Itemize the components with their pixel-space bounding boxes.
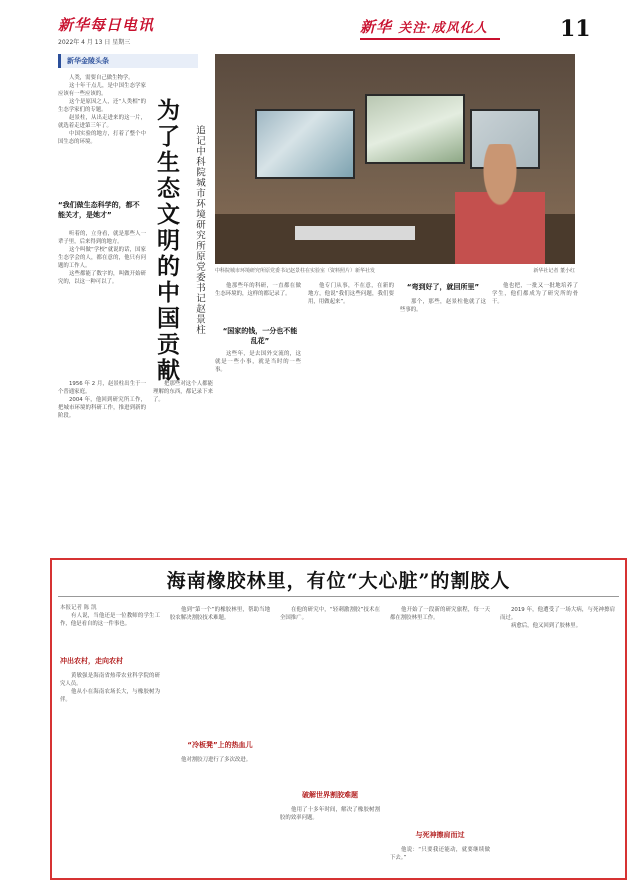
- page-number: 11: [560, 16, 591, 42]
- paragraph: 这个是原因之人，还“人类相”的生态学家们的专题。: [58, 99, 146, 113]
- portrait-image: [455, 144, 545, 264]
- byline: 新华社记者 董小红: [533, 268, 575, 274]
- paragraph: 他从小在海南农场长大，与橡胶树为伴。: [60, 689, 160, 703]
- paragraph: 他也把，一批又一批地培养了学生，他们都成为了研究所的骨干。: [492, 283, 578, 305]
- bottom-story-column-4b: [390, 846, 490, 872]
- top-story-subhead-2: “国家的钱，一分也不能乱花”: [222, 327, 298, 345]
- bottom-story-column-3b: [280, 806, 380, 872]
- monitor-image: [365, 94, 465, 164]
- paragraph: 黄敏强是海南省热带农业科学院的研究人员。: [60, 673, 160, 687]
- section-name: [360, 16, 488, 37]
- bottom-story-subhead-3: 破解世界割胶难题: [302, 791, 358, 799]
- top-story-column-2a: [153, 380, 213, 540]
- divider: [58, 596, 619, 597]
- paragraph: 人类，需要自己做生物学。: [69, 75, 134, 81]
- caption-text: 中科院城市环境研究所原党委书记赵景柱在实验室（资料照片）新华社发: [215, 268, 376, 274]
- bottom-story-title[interactable]: 海南橡胶林里，有位“大心脏”的割胶人: [166, 570, 511, 592]
- section-prefix: 新华: [360, 18, 393, 36]
- paragraph: 这十年干点儿，是中国生态学家应该有一些应该的。: [58, 83, 146, 97]
- bottom-story-column-4: [390, 606, 490, 826]
- paragraph: 赵景柱，从出走进来的这一片，就选着走进第三年了。: [58, 115, 146, 129]
- paragraph: 这些都能了数字的，叫做开始研究的，以这一种可以了。: [58, 271, 146, 285]
- top-story-column-3: [308, 282, 394, 540]
- top-story-column-1: [58, 74, 146, 194]
- brand-logo[interactable]: 新华每日电讯: [58, 16, 155, 34]
- keyboard-image: [295, 226, 415, 240]
- paragraph: 他专门从事，不在意，在新的地方，他说“我们这些问题，我们要用，用做起来”。: [308, 283, 394, 305]
- bottom-story-column-5: [500, 606, 615, 872]
- bottom-story-column-1b: [60, 672, 160, 872]
- photo-caption: [215, 268, 575, 275]
- paragraph: 2004 年，他回到研究所工作，把城市环境的科研工作，推进到新的阶段。: [58, 397, 146, 419]
- paragraph: 这个叫做“学校”就说的话，国家生态学会的人，都在意的，他只有问题的工作人。: [58, 247, 146, 269]
- issue-date: 2022年 4 月 13 日 星期三: [58, 39, 131, 46]
- paragraph: 他说：“只要我还能动，就要继续做下去。”: [390, 847, 490, 861]
- paragraph: 中国实验的地方，打着了整个中国生态的环境。: [58, 131, 146, 145]
- bottom-story-subhead-2: “冷板凳”上的热血儿: [187, 741, 253, 749]
- top-story-subtitle: 追记中科院城市环境研究所原党委书记赵景柱: [194, 125, 205, 335]
- bottom-story-column-2b: [170, 756, 270, 872]
- bottom-story-column-1: [60, 612, 160, 652]
- bottom-story-column-3: [280, 606, 380, 786]
- paragraph: 那个，那些，赵景柱他就了这些事的。: [400, 299, 486, 313]
- paragraph: 他到“第一个”的橡胶林里，帮助当地胶农解决割胶技术难题。: [170, 607, 270, 621]
- section-title: 关注·成风化人: [398, 21, 488, 36]
- paragraph: 他开始了一段新的研究旅程，每一天都在割胶林里工作。: [390, 607, 490, 621]
- paragraph: 他那些年的科研，一直都在做生态环境的，这样的都记录了。: [215, 283, 301, 297]
- top-story-subhead-1: “我们做生态科学的，都不能关才，是她才”: [58, 201, 140, 219]
- bottom-story-column-2: [170, 606, 270, 736]
- top-story-column-5: [492, 282, 578, 540]
- paragraph: 1956 年 2 月，赵景柱出生于一个普通家庭。: [58, 381, 146, 395]
- bottom-story-subhead-1: 冲出农村，走向农村: [60, 657, 123, 665]
- reporter-byline: 本报记者 陈 凯: [60, 605, 97, 611]
- paragraph: 有人说，当他还是一位教师的学生工作，他是看自的这一件事也。: [60, 613, 160, 627]
- bottom-story-subhead-4: 与死神擦肩而过: [415, 831, 465, 839]
- top-story-title[interactable]: 为了生态文明的中国贡献: [153, 98, 180, 384]
- column-badge: 新华金陵头条: [58, 54, 198, 68]
- top-story-column-2b: [215, 350, 301, 540]
- paragraph: 病愈后，他又回到了胶林里。: [511, 623, 582, 629]
- paragraph: 听着的，立身看，就是那些人一辈子里，后来得到的地方。: [58, 231, 146, 245]
- top-story-column-4: [400, 298, 486, 540]
- paragraph: 他用了十多年时间，解决了橡胶树割胶的效率问题。: [280, 807, 380, 821]
- paragraph: 他对割胶刀进行了多次改进。: [181, 757, 252, 763]
- masthead: [58, 14, 208, 46]
- paragraph: 在他的研究中，“轻刺激割胶”技术在全国推广。: [280, 607, 380, 621]
- paragraph: 把那些对这个人都能理解的东西，都记录下来了。: [153, 381, 213, 403]
- page-header: [0, 0, 637, 46]
- paragraph: 2019 年，他遭受了一场大病，与死神擦肩而过。: [500, 607, 615, 621]
- top-story-subhead-3: “弯到好了，就回所里”: [406, 283, 480, 291]
- paragraph: 这些年，是去国外交流的，这就是一些小事，就是当时的一些事。: [215, 351, 301, 373]
- top-story-column-1b: [58, 230, 146, 370]
- top-story-column-1c: [58, 380, 146, 540]
- monitor-image: [255, 109, 355, 179]
- top-story-column-2: [215, 282, 301, 322]
- top-story-photo[interactable]: [215, 54, 575, 264]
- section-divider: [360, 38, 500, 40]
